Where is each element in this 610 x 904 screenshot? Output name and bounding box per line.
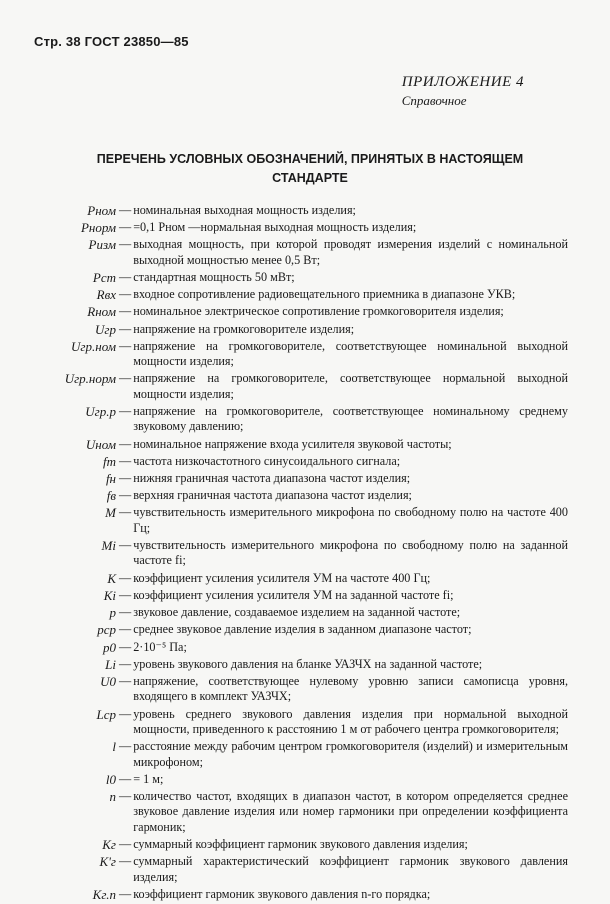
definition: номинальное электрическое сопротивление громкоговорителя изделия; bbox=[133, 304, 504, 319]
glossary-entry bbox=[34, 622, 568, 637]
glossary-entry bbox=[34, 220, 568, 235]
definition: чувствительность измерительного микрофона по свободному полю на частоте 400 Гц; bbox=[133, 505, 568, 535]
definition: напряжение, соответствующее нулевому уровню записи самописца уровня, входящего в комплект УАЗЧХ; bbox=[133, 673, 568, 704]
dash: — bbox=[119, 706, 132, 721]
dash: — bbox=[119, 453, 132, 468]
definition: напряжение на громкоговорителе, соответствующее номинальной выходной мощности изделия; bbox=[133, 338, 568, 369]
glossary-entry bbox=[34, 674, 568, 705]
definition: входное сопротивление радиовещательного приемника в диапазоне УКВ; bbox=[133, 287, 516, 302]
symbol: n bbox=[109, 788, 116, 804]
symbol: Uгр.р bbox=[85, 404, 116, 420]
section-heading bbox=[60, 150, 560, 188]
definition: коэффициент усиления усилителя УМ на заданной частоте fi; bbox=[133, 587, 454, 602]
definition: уровень среднего звукового давления изделия при нормальной выходной мощности, приведенного к расстоянию 1 м от рабочего центра громкоговорителя; bbox=[133, 706, 568, 736]
appendix-title: ПРИЛОЖЕНИЕ 4 bbox=[401, 74, 524, 90]
symbol: Pст bbox=[92, 270, 116, 286]
dash: — bbox=[119, 203, 132, 217]
symbol: M bbox=[105, 505, 116, 521]
glossary-entry bbox=[34, 454, 568, 469]
symbol: Kг bbox=[102, 836, 116, 852]
dash: — bbox=[119, 639, 132, 654]
definition: = 1 м; bbox=[133, 771, 164, 786]
dash: — bbox=[119, 739, 132, 754]
definition: уровень звукового давления на бланке УАЗЧХ на заданной частоте; bbox=[133, 656, 483, 671]
dash: — bbox=[119, 771, 132, 786]
dash: — bbox=[119, 570, 132, 585]
glossary-entry bbox=[34, 339, 568, 370]
definition: расстояние между рабочим центром громкоговорителя (изделий) и измерительным микрофоном; bbox=[133, 739, 568, 769]
dash: — bbox=[119, 886, 132, 901]
dash: — bbox=[119, 505, 132, 520]
definition: коэффициент усиления усилителя УМ на частоте 400 Гц; bbox=[133, 570, 431, 585]
dash: — bbox=[119, 538, 132, 553]
dash: — bbox=[119, 488, 132, 503]
symbol: Rвх bbox=[96, 287, 116, 303]
symbol: K bbox=[107, 570, 116, 586]
glossary-entry bbox=[34, 887, 568, 902]
definition: суммарный коэффициент гармоник звукового давления изделия; bbox=[133, 836, 468, 851]
glossary-entry bbox=[34, 488, 568, 503]
glossary-entry bbox=[34, 739, 568, 770]
definition: частота низкочастотного синусоидального сигнала; bbox=[133, 453, 401, 468]
symbol: Uгр bbox=[95, 321, 116, 337]
appendix-label bbox=[402, 74, 524, 109]
symbol: fн bbox=[105, 471, 116, 487]
dash: — bbox=[119, 605, 132, 620]
definition: звуковое давление, создаваемое изделием на заданной частоте; bbox=[133, 605, 461, 620]
definition: чувствительность измерительного микрофона по свободному полю на заданной частоте fi; bbox=[133, 538, 568, 568]
symbol-glossary bbox=[34, 203, 568, 904]
definition: верхняя граничная частота диапазона частот изделия; bbox=[133, 488, 412, 503]
appendix-subtitle: Справочное bbox=[401, 93, 467, 108]
glossary-entry bbox=[34, 322, 568, 337]
dash: — bbox=[119, 656, 132, 671]
symbol: Uном bbox=[85, 436, 116, 452]
dash: — bbox=[119, 788, 132, 803]
symbol: Li bbox=[105, 656, 116, 672]
symbol: p0 bbox=[103, 639, 116, 655]
symbol: K'г bbox=[99, 854, 116, 870]
dash: — bbox=[119, 237, 132, 252]
symbol: fв bbox=[106, 488, 116, 504]
definition: 2·10⁻⁵ Па; bbox=[133, 639, 187, 654]
symbol: Rном bbox=[87, 304, 116, 320]
definition: номинальное напряжение входа усилителя звуковой частоты; bbox=[133, 436, 452, 451]
symbol: Lср bbox=[96, 706, 116, 722]
dash: — bbox=[119, 673, 132, 688]
definition: напряжение на громкоговорителе, соответствующее нормальной выходной мощности изделия; bbox=[133, 371, 568, 401]
dash: — bbox=[119, 287, 132, 302]
dash: — bbox=[119, 404, 132, 419]
definition: коэффициент гармоник звукового давления n-го порядка; bbox=[133, 886, 431, 901]
symbol: Mi bbox=[101, 538, 116, 554]
glossary-entry bbox=[34, 657, 568, 672]
glossary-entry bbox=[34, 571, 568, 586]
definition: среднее звуковое давление изделия в заданном диапазоне частот; bbox=[133, 622, 472, 637]
definition: напряжение на громкоговорителе изделия; bbox=[133, 321, 355, 336]
definition: стандартная мощность 50 мВт; bbox=[133, 270, 295, 285]
symbol: Kг.n bbox=[92, 886, 116, 902]
definition: номинальная выходная мощность изделия; bbox=[133, 203, 356, 217]
glossary-entry bbox=[34, 588, 568, 603]
definition: нижняя граничная частота диапазона частот изделия; bbox=[133, 471, 411, 486]
symbol: fm bbox=[103, 453, 116, 469]
symbol: Ki bbox=[103, 587, 116, 603]
glossary-entry bbox=[34, 837, 568, 852]
page-header: Стр. 38 ГОСТ 23850—85 bbox=[34, 34, 189, 49]
glossary-entry bbox=[34, 371, 568, 402]
heading-line-1: ПЕРЕЧЕНЬ УСЛОВНЫХ ОБОЗНАЧЕНИЙ, ПРИНЯТЫХ В НАСТОЯЩЕМ bbox=[96, 152, 524, 166]
symbol: p bbox=[109, 605, 116, 621]
glossary-entry bbox=[34, 538, 568, 569]
definition: =0,1 Pном —нормальная выходная мощность изделия; bbox=[133, 220, 417, 235]
glossary-entry bbox=[34, 270, 568, 285]
glossary-entry bbox=[34, 287, 568, 302]
symbol: l bbox=[112, 739, 116, 755]
definition: количество частот, входящих в диапазон частот, в котором определяется среднее звуковое давление изделия или номер гармоники при определении коэффициента гармоник; bbox=[133, 788, 568, 834]
symbol: Uгр.норм bbox=[64, 371, 116, 387]
glossary-entry bbox=[34, 404, 568, 435]
glossary-entry bbox=[34, 304, 568, 319]
symbol: Pизм bbox=[88, 237, 116, 253]
glossary-entry bbox=[34, 471, 568, 486]
glossary-entry bbox=[34, 789, 568, 835]
dash: — bbox=[119, 854, 132, 869]
dash: — bbox=[119, 471, 132, 486]
dash: — bbox=[119, 436, 132, 451]
dash: — bbox=[119, 220, 132, 235]
glossary-entry bbox=[34, 437, 568, 452]
glossary-entry bbox=[34, 605, 568, 620]
dash: — bbox=[119, 622, 132, 637]
definition: напряжение на громкоговорителе, соответствующее номинальному среднему звуковому давлению; bbox=[133, 404, 568, 434]
glossary-entry bbox=[34, 640, 568, 655]
glossary-entry bbox=[34, 854, 568, 885]
dash: — bbox=[119, 321, 132, 336]
dash: — bbox=[119, 587, 132, 602]
symbol: U0 bbox=[100, 673, 116, 689]
symbol: l0 bbox=[105, 771, 116, 787]
glossary-entry bbox=[34, 237, 568, 268]
symbol: Uгр.ном bbox=[71, 338, 116, 354]
heading-line-2: СТАНДАРТЕ bbox=[272, 171, 348, 185]
glossary-entry bbox=[34, 203, 568, 218]
symbol: pср bbox=[97, 622, 116, 638]
dash: — bbox=[119, 338, 132, 353]
definition: выходная мощность, при которой проводят измерения изделий с номинальной выходной мощностью менее 0,5 Вт; bbox=[133, 237, 568, 267]
glossary-entry bbox=[34, 505, 568, 536]
dash: — bbox=[119, 304, 132, 319]
symbol: Pном bbox=[87, 203, 116, 218]
dash: — bbox=[119, 371, 132, 386]
dash: — bbox=[119, 836, 132, 851]
glossary-entry bbox=[34, 707, 568, 738]
symbol: Pнорм bbox=[80, 220, 116, 236]
definition: суммарный характеристический коэффициент гармоник звукового давления изделия; bbox=[133, 854, 568, 884]
glossary-entry bbox=[34, 772, 568, 787]
dash: — bbox=[119, 270, 132, 285]
